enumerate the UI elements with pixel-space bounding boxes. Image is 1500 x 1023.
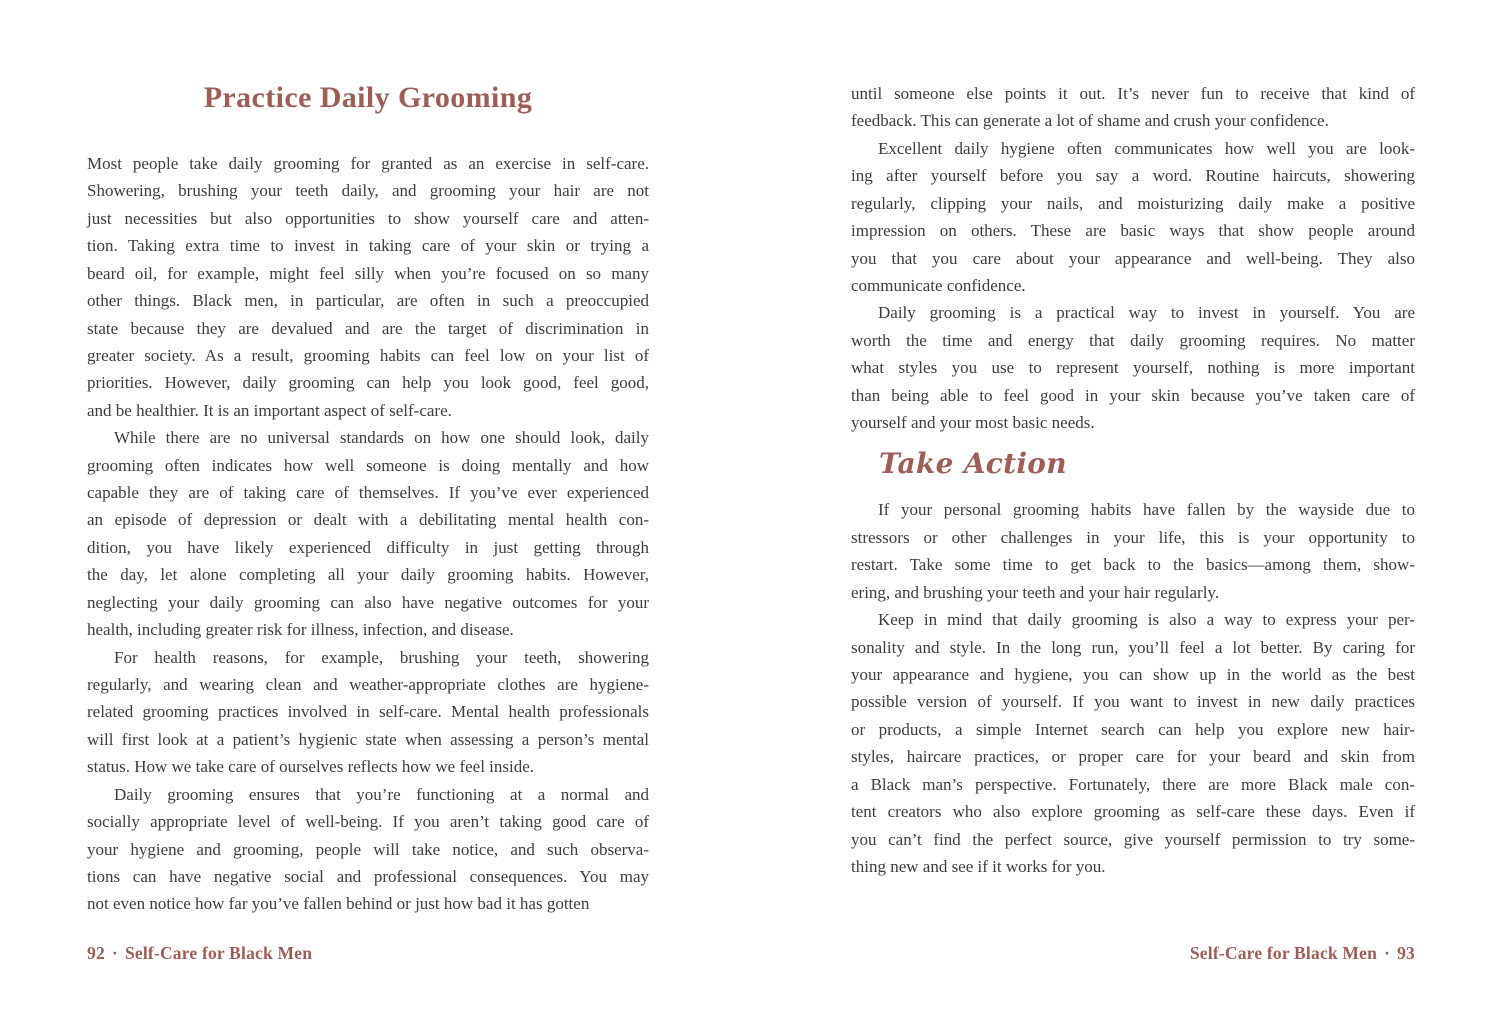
text-line: or products, a simple Internet search can help you explore new hair- xyxy=(851,719,1415,739)
text-line: than being able to feel good in your skin because you’ve taken care of xyxy=(851,385,1415,405)
text-line: Excellent daily hygiene often communicates how well you are look- xyxy=(878,138,1415,158)
text-line: health, including greater risk for illness, infection, and disease. xyxy=(87,620,514,640)
text-line: the day, let alone completing all your daily grooming habits. However, xyxy=(87,565,649,585)
paragraph xyxy=(87,644,649,781)
text-line: ing after yourself before you say a word. Routine haircuts, showering xyxy=(851,166,1415,186)
text-line: impression on others. These are basic ways that show people around xyxy=(851,221,1415,241)
paragraph xyxy=(87,150,649,424)
text-line: neglecting your daily grooming can also have negative outcomes for your xyxy=(87,592,649,612)
text-line: communicate confidence. xyxy=(851,275,1026,295)
paragraph xyxy=(851,606,1415,880)
right-body-top xyxy=(851,80,1415,436)
paragraph xyxy=(851,80,1415,135)
text-line: other things. Black men, in particular, are often in such a preoccupied xyxy=(87,291,649,311)
right-body-bottom xyxy=(851,496,1415,880)
footer-separator: · xyxy=(111,943,118,963)
text-line: feedback. This can generate a lot of shame and crush your confidence. xyxy=(851,111,1329,131)
text-line: greater society. As a result, grooming habits can feel low on your list of xyxy=(87,345,649,365)
text-line: an episode of depression or dealt with a debilitating mental health con- xyxy=(87,510,649,530)
chapter-title: Practice Daily Grooming xyxy=(203,81,533,114)
text-line: Keep in mind that daily grooming is also a way to express your per- xyxy=(878,610,1415,630)
text-line: stressors or other challenges in your life, this is your opportunity to xyxy=(851,527,1415,547)
text-line: possible version of yourself. If you want to invest in new daily practices xyxy=(851,692,1415,712)
text-line: state because they are devalued and are the target of discrimination in xyxy=(87,318,649,338)
book-title: Self-Care for Black Men xyxy=(124,943,313,963)
paragraph xyxy=(87,781,649,918)
text-line: Most people take daily grooming for granted as an exercise in self-care. xyxy=(87,154,649,173)
text-line: sonality and style. In the long run, you’ll feel a lot better. By caring for xyxy=(851,637,1415,657)
text-line: ering, and brushing your teeth and your hair regularly. xyxy=(851,582,1220,602)
text-line: your hygiene and grooming, people will take notice, and such observa- xyxy=(87,839,649,859)
text-line: and be healthier. It is an important aspect of self-care. xyxy=(87,400,452,420)
text-line: yourself and your most basic needs. xyxy=(851,413,1095,433)
text-line: tion. Taking extra time to invest in taking care of your skin or trying a xyxy=(87,236,649,256)
text-line: socially appropriate level of well-being. If you aren’t taking good care of xyxy=(87,812,649,832)
text-line: regularly, and wearing clean and weather-appropriate clothes are hygiene- xyxy=(87,675,649,695)
text-line: Daily grooming ensures that you’re functioning at a normal and xyxy=(114,784,649,804)
right-page-number: 93 xyxy=(1397,943,1415,963)
text-line: For health reasons, for example, brushing your teeth, showering xyxy=(114,647,649,667)
right-running-foot xyxy=(851,941,1415,965)
text-line: not even notice how far you’ve fallen behind or just how bad it has gotten xyxy=(87,894,590,914)
book-title: Self-Care for Black Men xyxy=(1189,943,1378,963)
text-line: grooming often indicates how well someone is doing mentally and how xyxy=(87,455,649,475)
text-line: capable they are of taking care of themselves. If you’ve ever experienced xyxy=(87,483,649,503)
left-page-body xyxy=(87,150,649,918)
footer-separator: · xyxy=(1384,943,1391,963)
text-line: While there are no universal standards on how one should look, daily xyxy=(114,428,649,448)
paragraph xyxy=(851,496,1415,606)
right-page xyxy=(851,0,1415,1023)
text-line: tions can have negative social and professional consequences. You may xyxy=(87,866,649,886)
text-line: priorities. However, daily grooming can help you look good, feel good, xyxy=(87,373,649,393)
paragraph xyxy=(851,135,1415,300)
text-line: will first look at a patient’s hygienic state when assessing a person’s mental xyxy=(87,729,649,749)
text-line: you that you care about your appearance and well-being. They also xyxy=(851,248,1415,268)
text-line: beard oil, for example, might feel silly when you’re focused on so many xyxy=(87,263,649,283)
text-line: styles, haircare practices, or proper care for your beard and skin from xyxy=(851,747,1415,767)
text-line: status. How we take care of ourselves reflects how we feel inside. xyxy=(87,757,535,777)
text-line: just necessities but also opportunities to show yourself care and atten- xyxy=(87,208,649,228)
text-line: regularly, clipping your nails, and moisturizing daily make a positive xyxy=(851,193,1415,213)
left-page xyxy=(87,0,649,1023)
text-line: what styles you use to represent yourself, nothing is more important xyxy=(851,358,1415,378)
paragraph xyxy=(851,299,1415,436)
text-line: related grooming practices involved in self-care. Mental health professionals xyxy=(87,702,649,722)
text-line: Showering, brushing your teeth daily, and grooming your hair are not xyxy=(87,181,649,201)
text-line: dition, you have likely experienced difficulty in just getting through xyxy=(87,537,649,557)
text-line: Daily grooming is a practical way to invest in yourself. You are xyxy=(878,303,1415,323)
left-running-foot xyxy=(87,941,649,965)
text-line: thing new and see if it works for you. xyxy=(851,856,1106,876)
text-line: you can’t find the perfect source, give yourself permission to try some- xyxy=(851,829,1415,849)
section-heading: Take Action xyxy=(879,447,1067,481)
text-line: worth the time and energy that daily grooming requires. No matter xyxy=(851,330,1415,350)
text-line: until someone else points it out. It’s never fun to receive that kind of xyxy=(851,84,1415,103)
text-line: your appearance and hygiene, you can show up in the world as the best xyxy=(851,665,1415,685)
text-line: a Black man’s perspective. Fortunately, there are more Black male con- xyxy=(851,774,1415,794)
paragraph xyxy=(87,424,649,643)
text-line: tent creators who also explore grooming as self-care these days. Even if xyxy=(851,802,1415,822)
text-line: If your personal grooming habits have fallen by the wayside due to xyxy=(878,500,1415,520)
left-page-number: 92 xyxy=(87,943,105,963)
right-page-body xyxy=(851,80,1415,880)
text-line: restart. Take some time to get back to the basics—among them, show- xyxy=(851,555,1415,575)
